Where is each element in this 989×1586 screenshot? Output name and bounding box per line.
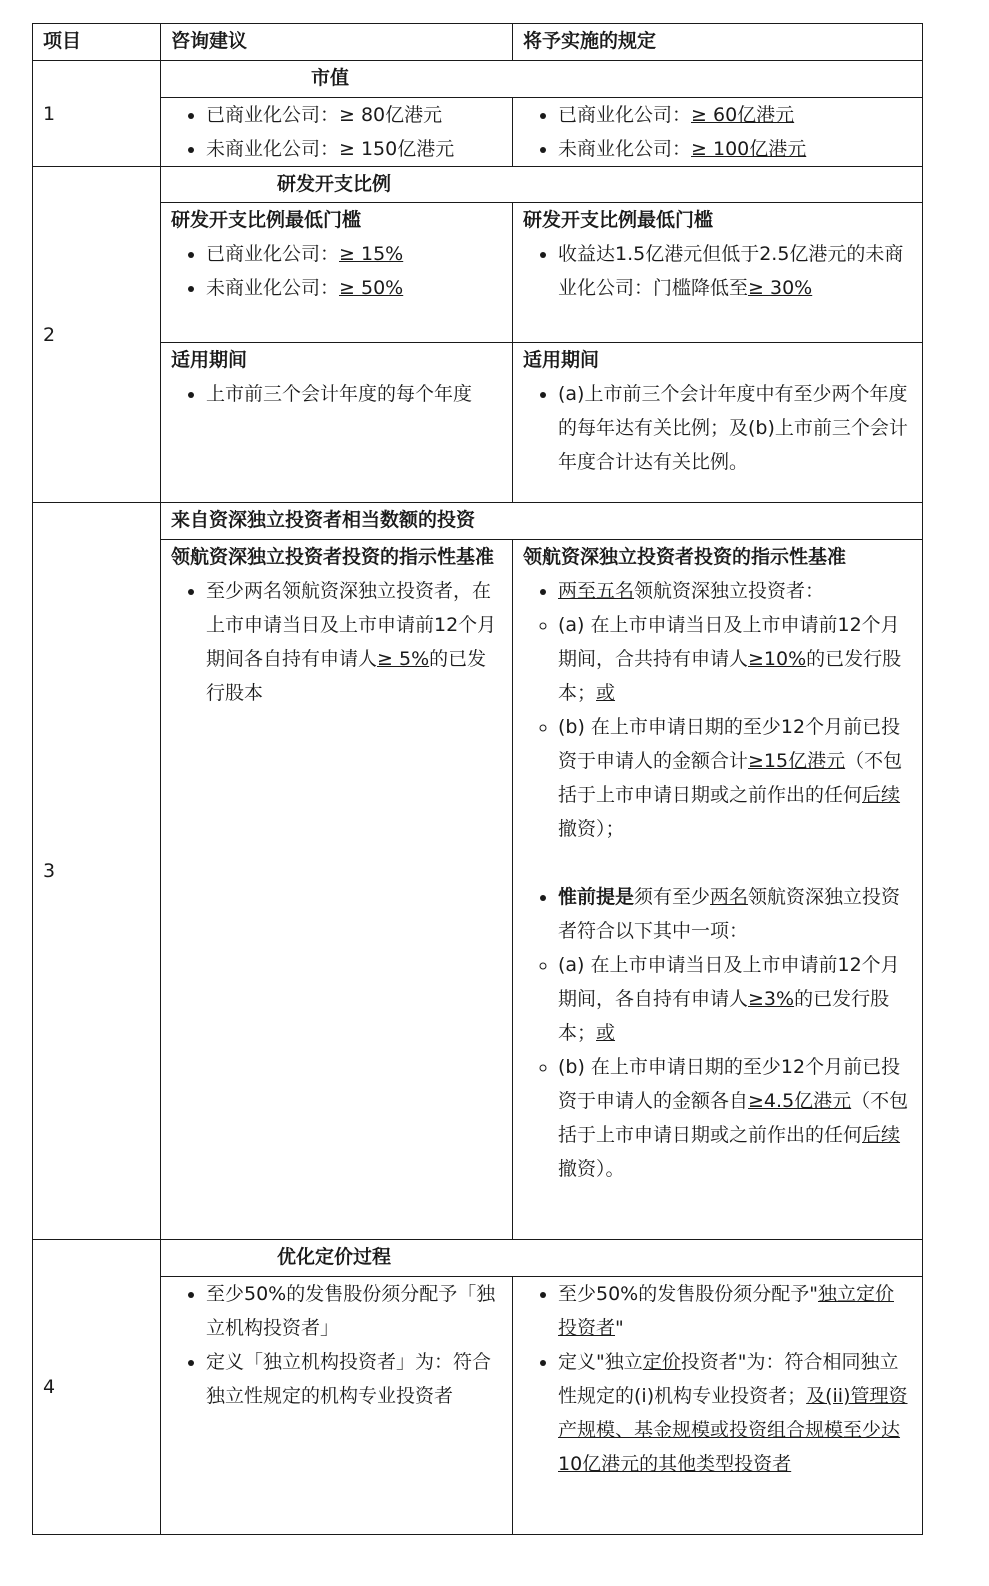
threshold-title: 研发开支比例最低门槛	[171, 209, 362, 231]
implementation-cell	[513, 343, 923, 503]
implementation-cell	[513, 540, 923, 1240]
consultation-cell	[161, 343, 513, 503]
implementation-cell	[513, 1277, 923, 1535]
list-item: • 已商业化公司：≥ 60亿港元	[558, 98, 912, 132]
consultation-cell	[161, 540, 513, 1240]
period-title: 适用期间	[523, 349, 600, 371]
section-title: 优化定价过程	[161, 1240, 923, 1277]
list-item: ◦ (a) 在上市申请当日及上市申请前12个月期间，合共持有申请人≥10%的已发行股本；或	[558, 608, 912, 710]
regulation-table	[32, 23, 923, 1535]
section-title: 市值	[161, 61, 923, 98]
list-item: • 两至五名领航资深独立投资者：	[558, 574, 912, 608]
row-number: 3	[33, 503, 161, 1240]
header-row	[33, 24, 923, 61]
list-item: • 收益达1.5亿港元但低于2.5亿港元的未商业化公司：门槛降低至≥ 30%	[558, 237, 912, 305]
benchmark-title: 领航资深独立投资者投资的指示性基准	[523, 546, 847, 568]
list-item: • (a)上市前三个会计年度中有至少两个年度的每年达有关比例；及(b)上市前三个会计年度合计达有关比例。	[558, 377, 912, 479]
consultation-cell	[161, 98, 513, 167]
implementation-cell	[513, 203, 923, 343]
list-item: ◦ (b) 在上市申请日期的至少12个月前已投资于申请人的金额合计≥15亿港元（不包括于上市申请日期或之前作出的任何后续撤资）；	[558, 710, 912, 846]
list-item: • 上市前三个会计年度的每个年度	[206, 377, 502, 411]
list-item: • 未商业化公司：≥ 150亿港元	[206, 132, 502, 166]
implementation-cell	[513, 98, 923, 167]
header-item: 项目	[33, 24, 161, 61]
list-item: • 定义"独立定价投资者"为：符合相同独立性规定的(i)机构专业投资者；及(ii)管理资产规模、基金规模或投资组合规模至少达10亿港元的其他类型投资者	[558, 1345, 912, 1481]
list-item: • 定义「独立机构投资者」为：符合独立性规定的机构专业投资者	[206, 1345, 502, 1413]
benchmark-title: 领航资深独立投资者投资的指示性基准	[171, 546, 495, 568]
list-item: • 未商业化公司：≥ 50%	[206, 271, 502, 305]
row-number: 2	[33, 167, 161, 503]
list-item: ◦ (a) 在上市申请当日及上市申请前12个月期间，各自持有申请人≥3%的已发行股本；或	[558, 948, 912, 1050]
list-item: • 未商业化公司：≥ 100亿港元	[558, 132, 912, 166]
list-item: • 已商业化公司：≥ 15%	[206, 237, 502, 271]
list-item: • 至少50%的发售股份须分配予"独立定价投资者"	[558, 1277, 912, 1345]
threshold-title: 研发开支比例最低门槛	[523, 209, 714, 231]
header-consultation: 咨询建议	[161, 24, 513, 61]
section-title: 研发开支比例	[161, 167, 923, 203]
list-item: • 至少50%的发售股份须分配予「独立机构投资者」	[206, 1277, 502, 1345]
row-number: 1	[33, 61, 161, 167]
section-title: 来自资深独立投资者相当数额的投资	[161, 503, 923, 540]
consultation-cell	[161, 1277, 513, 1535]
list-item: ◦ (b) 在上市申请日期的至少12个月前已投资于申请人的金额各自≥4.5亿港元（不包括于上市申请日期或之前作出的任何后续撤资）。	[558, 1050, 912, 1186]
list-item: • 至少两名领航资深独立投资者，在上市申请当日及上市申请前12个月期间各自持有申请人≥ 5%的已发行股本	[206, 574, 502, 710]
row-number: 4	[33, 1240, 161, 1535]
list-item: • 惟前提是须有至少两名领航资深独立投资者符合以下其中一项：	[558, 880, 912, 948]
header-implementation: 将予实施的规定	[513, 24, 923, 61]
period-title: 适用期间	[171, 349, 248, 371]
consultation-cell	[161, 203, 513, 343]
list-item: • 已商业化公司：≥ 80亿港元	[206, 98, 502, 132]
